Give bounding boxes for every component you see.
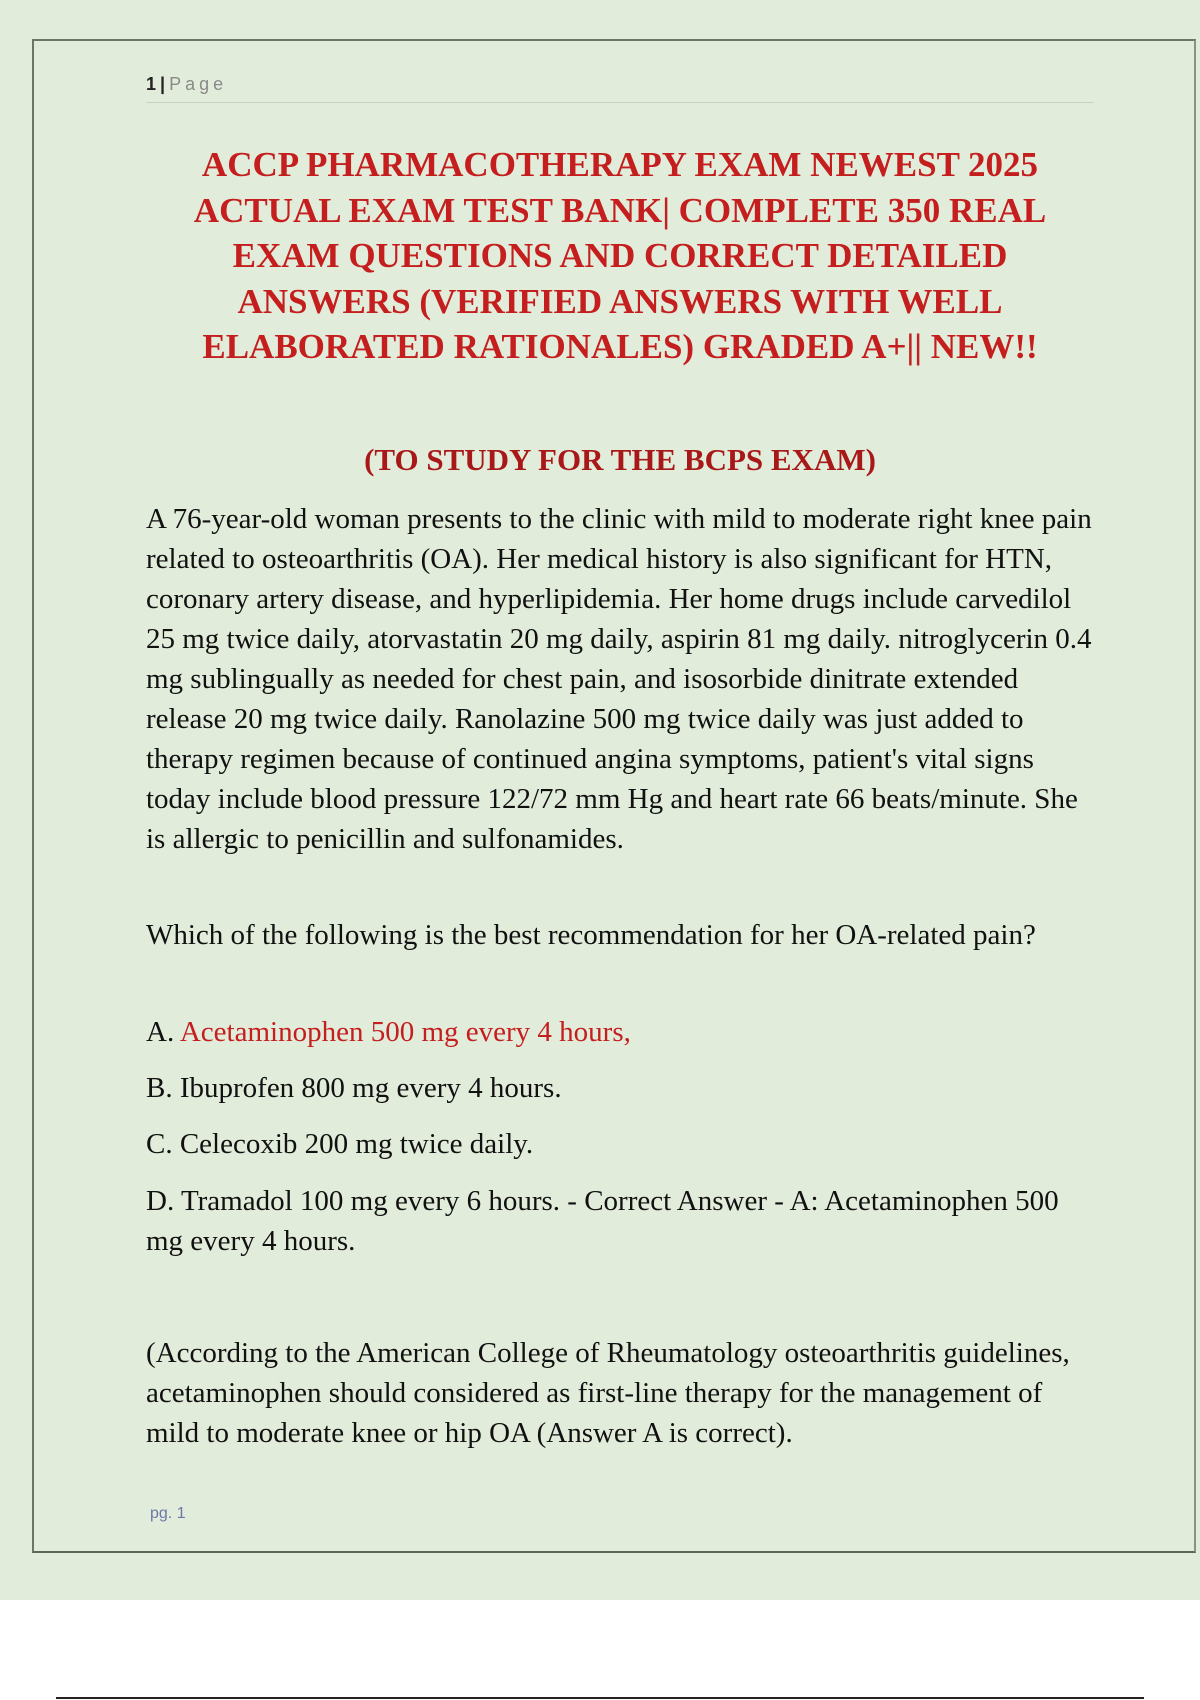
page-header [146, 74, 1094, 103]
document-title: ACCP PHARMACOTHERAPY EXAM NEWEST 2025 ACTUAL EXAM TEST BANK| COMPLETE 350 REAL EXAM QUESTIONS AND CORRECT DETAILED ANSWERS (VERIFIED ANSWERS WITH WELL ELABORATED RATIONALES) GRADED A+|| NEW!! [193, 145, 1047, 366]
option-d-text: Tramadol 100 mg every 6 hours. - Correct Answer - A: Acetaminophen 500 mg every 4 hours. [146, 1185, 1059, 1257]
option-a-letter: A. [146, 1016, 175, 1048]
header-separator: | [160, 74, 166, 94]
option-b-letter: B. [146, 1072, 173, 1104]
bottom-divider [56, 1697, 1144, 1699]
option-b [146, 1068, 1094, 1108]
page-footer: pg. 1 [150, 1505, 186, 1522]
option-a [146, 1012, 1094, 1052]
option-c-text: Celecoxib 200 mg twice daily. [179, 1128, 534, 1160]
option-b-text: Ibuprofen 800 mg every 4 hours. [179, 1072, 562, 1104]
question-stem: Which of the following is the best recommendation for her OA-related pain? [146, 919, 1036, 951]
answer-rationale: (According to the American College of Rheumatology osteoarthritis guidelines, acetaminophen should considered as first-line therapy for the management of mild to moderate knee or hip OA (Answer A is correct). [146, 1337, 1070, 1449]
option-a-text: Acetaminophen 500 mg every 4 hours, [179, 1016, 631, 1048]
option-c-letter: C. [146, 1128, 173, 1160]
header-page-label: Page [169, 74, 228, 94]
option-d-letter: D. [146, 1185, 175, 1217]
option-d [146, 1181, 1094, 1261]
option-c [146, 1124, 1094, 1164]
case-scenario: A 76-year-old woman presents to the clinic with mild to moderate right knee pain related to osteoarthritis (OA). Her medical history is also significant for HTN, coronary artery disease, and hyperlipidemia. Her home drugs include carvedilol 25 mg twice daily, atorvastatin 20 mg daily, aspirin 81 mg daily. nitroglycerin 0.4 mg sublingually as needed for chest pain, and isosorbide dinitrate extended release 20 mg twice daily. Ranolazine 500 mg twice daily was just added to therapy regimen because of continued angina symptoms, patient's vital signs today include blood pressure 122/72 mm Hg and heart rate 66 beats/minute. She is allergic to penicillin and sulfonamides. [146, 503, 1092, 855]
header-page-number: 1 [146, 74, 157, 94]
document-subtitle: (TO STUDY FOR THE BCPS EXAM) [364, 442, 876, 477]
